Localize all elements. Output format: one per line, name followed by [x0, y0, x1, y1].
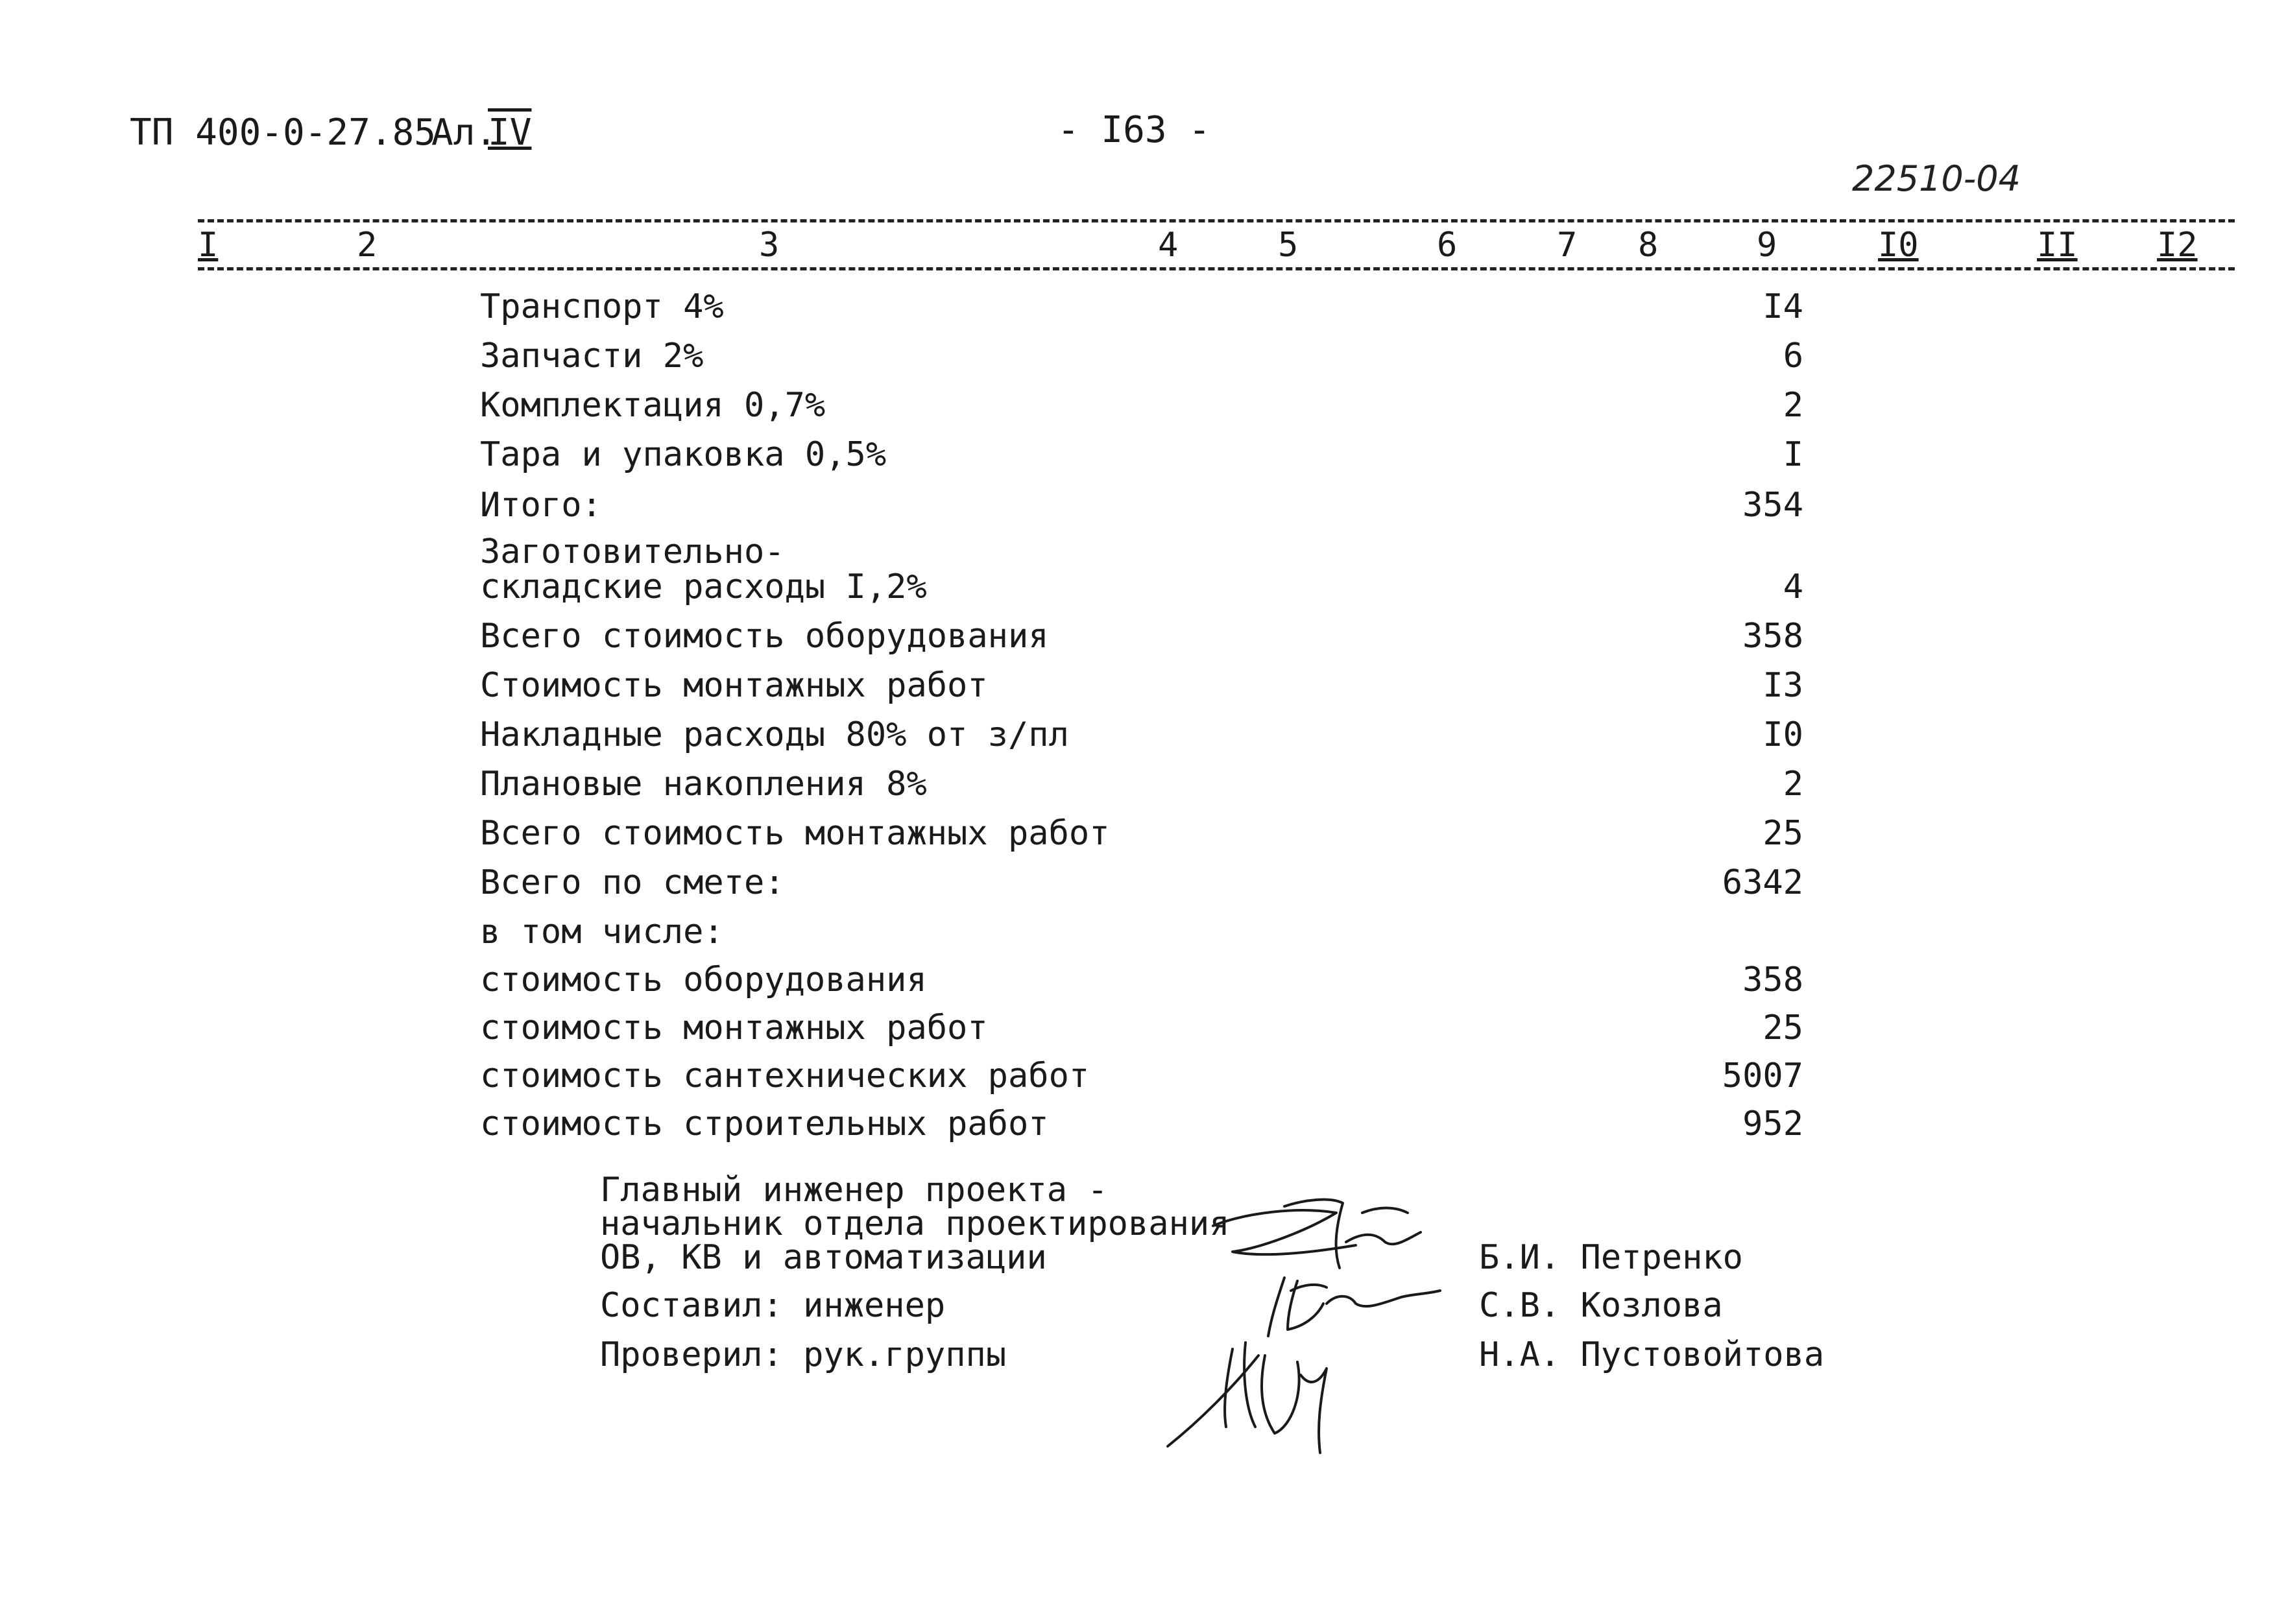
row-label: Итого: [480, 486, 602, 525]
row-value: 5007 [1722, 1057, 1803, 1095]
table-row [480, 812, 1803, 851]
table-header-rule [198, 267, 2235, 270]
row-value: I4 [1763, 287, 1803, 326]
table-row [480, 911, 1803, 949]
compiled-by-title: Составил: инженер [600, 1286, 946, 1325]
column-number: 5 [1278, 226, 1299, 265]
table-row [480, 1103, 1803, 1141]
table-row [480, 959, 1803, 997]
row-value: 358 [1742, 617, 1803, 656]
row-value: 6 [1783, 337, 1803, 376]
table-row [480, 384, 1803, 423]
row-label: Запчасти 2% [480, 337, 704, 376]
chief-engineer-title-line-3: ОВ, КВ и автоматизации [600, 1238, 1047, 1277]
column-number: 7 [1557, 226, 1578, 265]
table-row [480, 433, 1803, 472]
column-number: I2 [2157, 226, 2198, 265]
row-label: стоимость сантехнических работ [480, 1057, 1090, 1095]
table-row [480, 763, 1803, 802]
table-row [480, 713, 1803, 752]
column-number: I [198, 226, 219, 265]
row-label: в том числе: [480, 913, 724, 951]
column-number: 2 [357, 226, 378, 265]
table-row [480, 532, 1803, 606]
row-label: Плановые накопления 8% [480, 765, 927, 804]
table-row [480, 1007, 1803, 1045]
row-value: 2 [1783, 386, 1803, 425]
column-number: I0 [1878, 226, 1919, 265]
row-value: 4 [1783, 567, 1803, 606]
document-code: ТП 400-0-27.85 [130, 112, 437, 154]
chief-engineer-title-line-2: начальник отдела проектирования [600, 1204, 1230, 1243]
table-row [480, 1055, 1803, 1093]
page-number: - I63 - [1057, 109, 1211, 151]
column-number: 4 [1158, 226, 1179, 265]
album-number: IV [488, 112, 532, 154]
column-number: II [2037, 226, 2078, 265]
row-value: I [1783, 435, 1803, 474]
row-label: Тара и упаковка 0,5% [480, 435, 887, 474]
row-label: Заготовительно- складские расходы I,2% [480, 532, 927, 606]
checked-by-name: Н.А. Пустовойтова [1479, 1335, 1825, 1374]
row-value: I3 [1763, 666, 1803, 705]
table-row [480, 861, 1803, 900]
table-row [480, 335, 1803, 374]
row-label: Транспорт 4% [480, 287, 724, 326]
column-number: 3 [759, 226, 780, 265]
row-label: Накладные расходы 80% от з/пл [480, 715, 1069, 754]
handwritten-number: 22510-04 [1852, 158, 2021, 199]
row-value: 25 [1763, 814, 1803, 853]
chief-engineer-title-line-1: Главный инженер проекта - [600, 1171, 1108, 1210]
row-label: стоимость монтажных работ [480, 1009, 988, 1047]
row-value: 6342 [1722, 863, 1803, 902]
row-label: стоимость оборудования [480, 961, 927, 999]
row-label: Всего стоимость оборудования [480, 617, 1049, 656]
column-number: 8 [1638, 226, 1659, 265]
row-label: Всего по смете: [480, 863, 785, 902]
column-number: 6 [1437, 226, 1458, 265]
signature-pustovoitova [1161, 1317, 1356, 1459]
row-value: 358 [1742, 961, 1803, 999]
checked-by-title: Проверил: рук.группы [600, 1335, 1007, 1374]
row-value: 25 [1763, 1009, 1803, 1047]
compiled-by-name: С.В. Козлова [1479, 1286, 1723, 1325]
table-top-rule [198, 219, 2235, 222]
table-row [480, 664, 1803, 703]
table-row [480, 615, 1803, 654]
row-value: 354 [1742, 486, 1803, 525]
row-value: I0 [1763, 715, 1803, 754]
row-value: 952 [1742, 1105, 1803, 1143]
row-label: стоимость строительных работ [480, 1105, 1049, 1143]
album-prefix: Ал. [431, 112, 498, 154]
signature-petrenko [1207, 1187, 1440, 1278]
table-row [480, 484, 1803, 523]
row-label: Комплектация 0,7% [480, 386, 826, 425]
chief-engineer-name: Б.И. Петренко [1479, 1238, 1743, 1277]
column-number: 9 [1757, 226, 1777, 265]
table-row [480, 285, 1803, 324]
row-value: 2 [1783, 765, 1803, 804]
row-label: Всего стоимость монтажных работ [480, 814, 1110, 853]
row-label: Стоимость монтажных работ [480, 666, 988, 705]
